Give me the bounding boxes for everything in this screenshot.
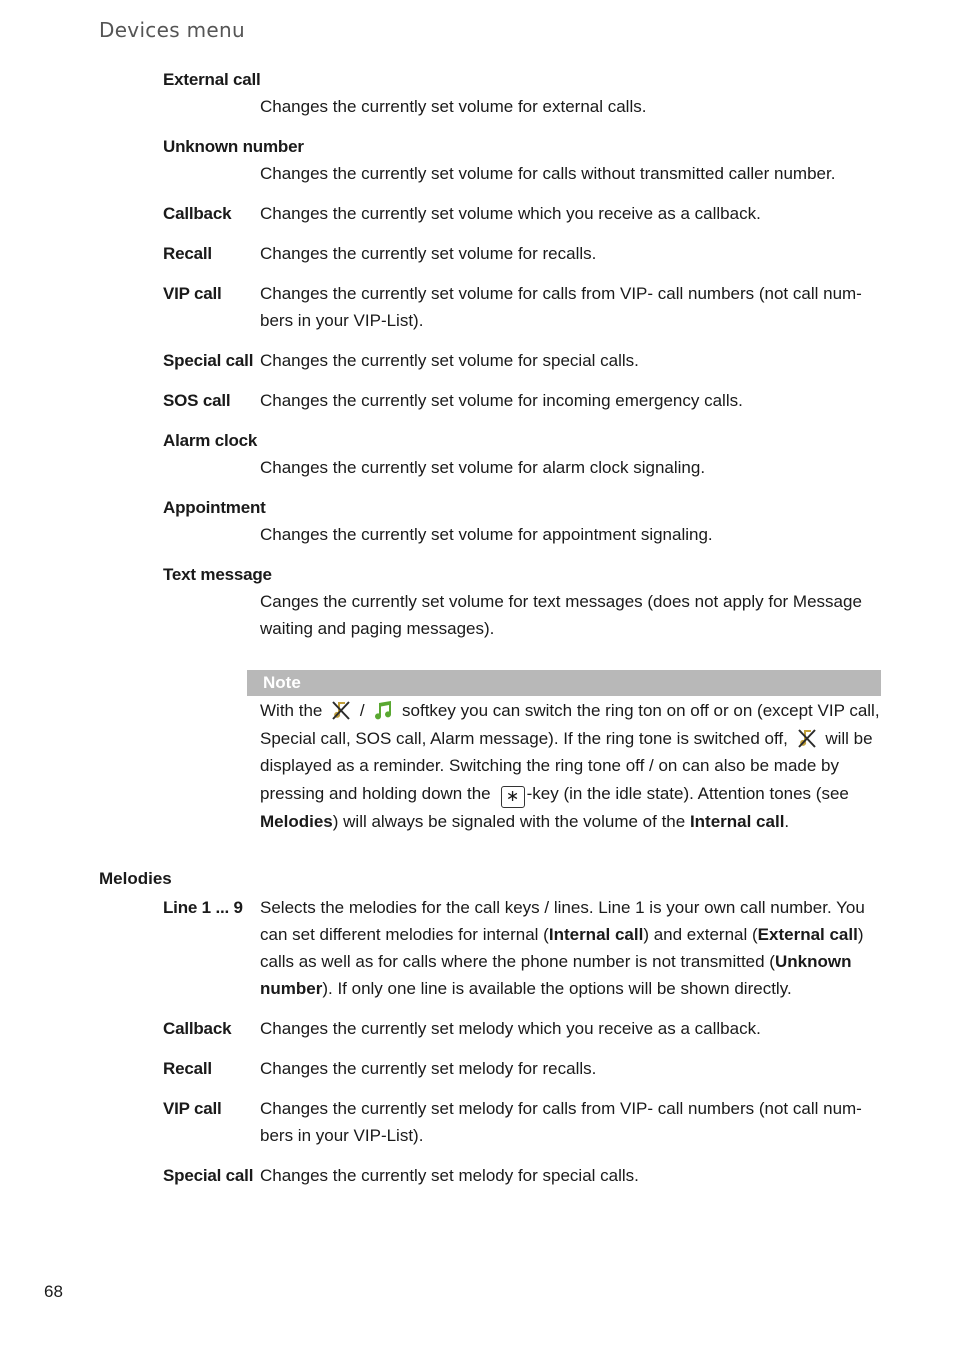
entry-term: Appointment <box>163 498 266 517</box>
entry-desc: Changes the currently set volume which you receive as a callback. <box>260 204 761 223</box>
definition-entry <box>163 1055 883 1082</box>
melody-line-entry <box>163 894 883 1002</box>
entry-desc: Changes the currently set melody which you receive as a callback. <box>260 1019 761 1038</box>
definition-entry <box>163 66 883 120</box>
entry-term: External call <box>163 70 261 89</box>
entry-term: VIP call <box>163 1099 222 1118</box>
definition-entry <box>163 1162 883 1189</box>
definition-entry <box>163 1015 883 1042</box>
entry-term: SOS call <box>163 391 231 410</box>
note-bold: Melodies <box>260 811 333 831</box>
definition-entry <box>163 561 883 642</box>
melodies-title: Melodies <box>99 869 172 888</box>
entry-desc: Changes the currently set volume for alarm clock signaling. <box>260 458 706 477</box>
entry-desc: Changes the currently set melody for calls from VIP- call numbers (not call num-bers in your VIP-List). <box>260 1099 862 1145</box>
note-text: softkey you can switch the ring ton on off or on (except VIP call, Special call, SOS call, Alarm message). If the ring tone is switched off, <box>260 701 880 748</box>
definition-entry <box>163 494 883 548</box>
entry-term: Text message <box>163 565 272 584</box>
note-text: ) will always be signaled with the volume of the <box>332 811 686 831</box>
entry-desc: Changes the currently set volume for incoming emergency calls. <box>260 391 743 410</box>
note-text: -key (in the idle state). Attention tones (see <box>526 783 849 803</box>
page-number: 68 <box>44 1282 63 1301</box>
entry-desc: Changes the currently set melody for special calls. <box>260 1166 639 1185</box>
entry-desc: Changes the currently set volume for appointment signaling. <box>260 525 713 544</box>
melody-list <box>163 1015 883 1189</box>
ring-on-icon <box>372 699 394 721</box>
note-text: / <box>359 701 365 720</box>
entry-term: VIP call <box>163 284 222 303</box>
ring-off-icon <box>796 727 818 749</box>
section-header: Devices menu <box>99 18 245 42</box>
entry-desc: Changes the currently set volume for special calls. <box>260 351 639 370</box>
entry-term: Callback <box>163 1019 232 1038</box>
volume-list <box>163 66 883 642</box>
entry-term: Special call <box>163 1166 254 1185</box>
star-key-icon: ∗ <box>501 786 525 808</box>
note-text: . <box>784 811 790 831</box>
note-body <box>247 696 881 835</box>
entry-desc: Changes the currently set volume for recalls. <box>260 244 597 263</box>
ring-off-icon <box>330 699 352 721</box>
content <box>99 66 883 1202</box>
entry-term: Recall <box>163 244 212 263</box>
entry-term: Callback <box>163 204 232 223</box>
entry-desc: Canges the currently set volume for text messages (does not apply for Message waiting and paging messages). <box>260 592 862 638</box>
entry-term: Special call <box>163 351 254 370</box>
definition-entry <box>163 1095 883 1149</box>
definition-entry <box>163 387 883 414</box>
note-bold: Internal call <box>689 811 785 831</box>
note-text: With the <box>260 701 323 720</box>
definition-entry <box>163 427 883 481</box>
note-text: will be displayed as a reminder. Switching the ring tone off / on can also be made by pressing and holding down the <box>260 728 873 803</box>
entry-term: Unknown number <box>163 137 304 156</box>
entry-desc: Changes the currently set volume for calls from VIP- call numbers (not call num-bers in your VIP-List). <box>260 284 862 330</box>
note-box <box>247 670 881 835</box>
definition-entry <box>163 280 883 334</box>
entry-term: Recall <box>163 1059 212 1078</box>
definition-entry <box>163 200 883 227</box>
entry-desc: Changes the currently set volume for external calls. <box>260 97 647 116</box>
definition-entry <box>163 347 883 374</box>
entry-term: Alarm clock <box>163 431 258 450</box>
entry-term: Line 1 ... 9 <box>163 898 243 917</box>
note-title: Note <box>247 670 881 696</box>
entry-desc: Changes the currently set volume for calls without transmitted caller number. <box>260 164 836 183</box>
entry-desc: Changes the currently set melody for recalls. <box>260 1059 597 1078</box>
definition-entry <box>163 240 883 267</box>
definition-entry <box>163 133 883 187</box>
entry-desc: Selects the melodies for the call keys / lines. Line 1 is your own call number. You can set different melodies for internal (Internal call) and external (External call) calls as well as for calls where the phone number is not transmitted (Unknown number). If only one line is available the options will be shown directly. <box>260 898 865 998</box>
